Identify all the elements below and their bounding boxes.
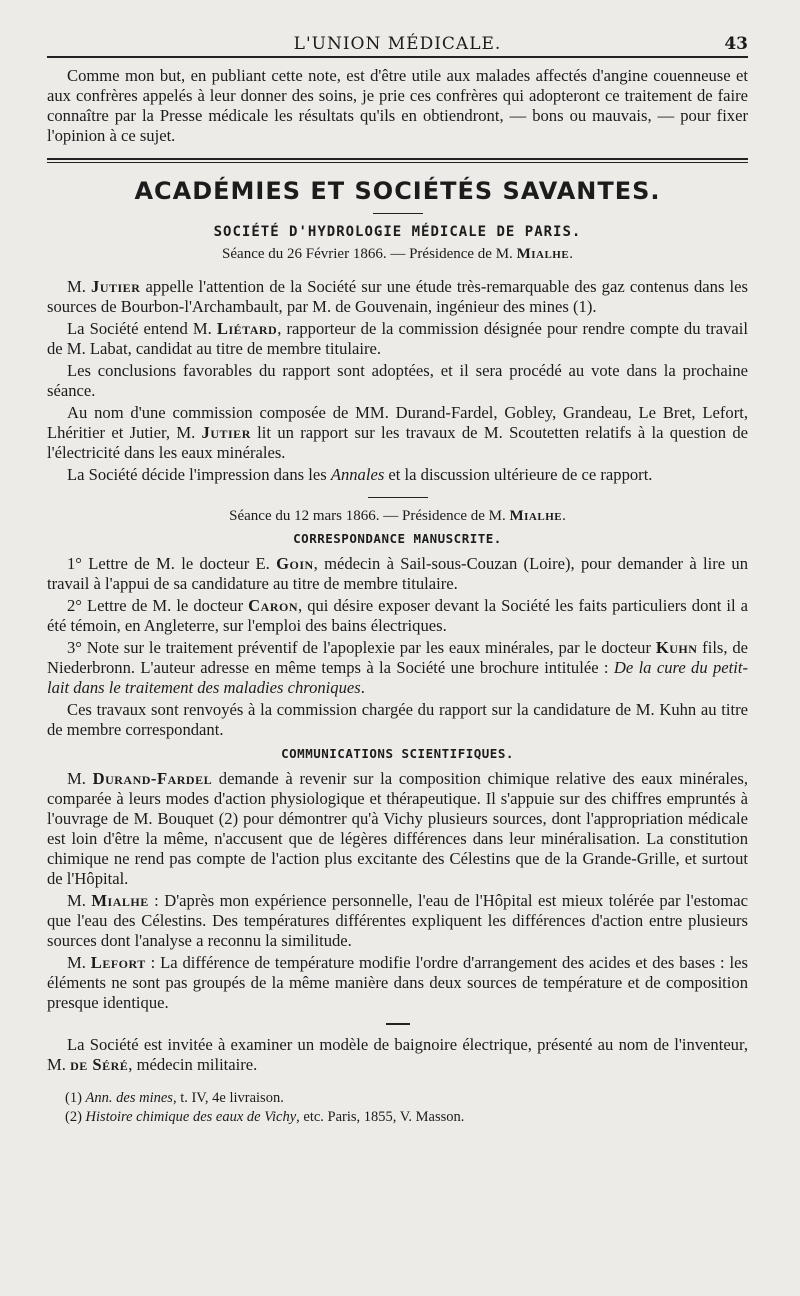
correspondance-item-2: 2° Lettre de M. le docteur Caron, qui désire exposer devant la Société les faits particuliers dont il a été témoin, en Angleterre, sur l'emploi des bains électriques. [47,596,748,635]
paragraph-commission: Au nom d'une commission composée de MM. Durand-Fardel, Gobley, Grandeau, Le Bret, Lefort, Lhéritier et Jutier, M. Jutier lit un rapport sur les travaux de M. Scoutetten relatifs à la question de l'électricité dans les eaux minérales. [47,403,748,462]
footnote-2: (2) Histoire chimique des eaux de Vichy, etc. Paris, 1855, V. Masson. [65,1109,465,1125]
paragraph-baignoire: La Société est invitée à examiner un modèle de baignoire électrique, présenté au nom de l'inventeur, M. de Séré, médecin militaire. [47,1035,748,1074]
correspondance-item-3: 3° Note sur le traitement préventif de l'apoplexie par les eaux minérales, par le docteur Kuhn fils, de Niederbronn. L'auteur adresse en même temps à la Société une brochure intitulée : De la cure du petit-lait dans le traitement des maladies chroniques. [47,638,748,697]
section-title: ACADÉMIES ET SOCIÉTÉS SAVANTES. [134,177,661,205]
title-rule [373,213,423,214]
paragraph-rule [386,1023,410,1025]
correspondance-item-1: 1° Lettre de M. le docteur E. Goin, médecin à Sail-sous-Couzan (Loire), pour demander à lire un travail à l'appui de sa candidature au titre de membre titulaire. [47,554,748,593]
intro-paragraph: Comme mon but, en publiant cette note, est d'être utile aux malades affectés d'angine couenneuse et aux confrères appelés à leur donner des soins, je prie ces confrères qui adopteront ce traitement de faire connaître par la Presse médicale les résultats qu'ils en obtiendront, — bons ou mauvais, — pour fixer l'opinion à ce sujet. [47,66,748,145]
running-title: L'UNION MÉDICALE. [293,34,502,54]
communication-durand-fardel: M. Durand-Fardel demande à revenir sur la composition chimique relative des eaux minérales, comparée à leurs modes d'action physiologique et thérapeutique. Il s'appuie sur des chiffres empruntés à l'ouvrage de M. Bouquet (2) pour démontrer qu'à Vichy plusieurs sources, dont l'appropriation médicale est loin d'être la même, n'accusent que de légères différences dans leur minéralisation. La constitution chimique ne rend pas compte de l'action plus excitante des Célestins que de la Grande-Grille, et surtout de l'Hôpital. [47,769,748,888]
page-number: 43 [724,34,748,54]
communication-mialhe: M. Mialhe : D'après mon expérience personnelle, l'eau de l'Hôpital est mieux tolérée par l'estomac que l'eau des Célestins. Des températures différentes expliquent les différences d'action entre plusieurs sources dont l'analyse a reconnu la similitude. [47,891,748,950]
paragraph-lietard: La Société entend M. Liétard, rapporteur de la commission désignée pour rendre compte du travail de M. Labat, candidat au titre de membre titulaire. [47,319,748,358]
correspondance-title: CORRESPONDANCE MANUSCRITE. [293,531,502,546]
seance-heading-1: Séance du 26 Février 1866. — Présidence de M. Mialhe. [222,246,573,262]
seance-heading-2: Séance du 12 mars 1866. — Présidence de M. Mialhe. [229,508,566,524]
footnotes [47,1089,748,1127]
footnote-1: (1) Ann. des mines, t. IV, 4e livraison. [65,1090,284,1106]
communication-lefort: M. Lefort : La différence de température modifie l'ordre d'arrangement des acides et des bases : les éléments ne sont pas groupés de la même manière dans deux sources de température et de composition presque identique. [47,953,748,1012]
paragraph-conclusions: Les conclusions favorables du rapport sont adoptées, et il sera procédé au vote dans la prochaine séance. [47,361,748,400]
correspondance-renvoi: Ces travaux sont renvoyés à la commission chargée du rapport sur la candidature de M. Kuhn au titre de membre correspondant. [47,700,748,739]
section-divider [47,158,748,163]
paragraph-impression: La Société décide l'impression dans les Annales et la discussion ultérieure de ce rapport. [67,465,653,484]
communications-title: COMMUNICATIONS SCIENTIFIQUES. [281,746,514,761]
running-header [47,0,748,56]
society-title: SOCIÉTÉ D'HYDROLOGIE MÉDICALE DE PARIS. [213,224,582,240]
paragraph-jutier: M. Jutier appelle l'attention de la Société sur une étude très-remarquable des gaz contenus dans les sources de Bourbon-l'Archambault, par M. de Gouvenain, ingénieur des mines (1). [47,277,748,316]
header-rule [47,56,748,58]
seance-rule [368,497,428,498]
